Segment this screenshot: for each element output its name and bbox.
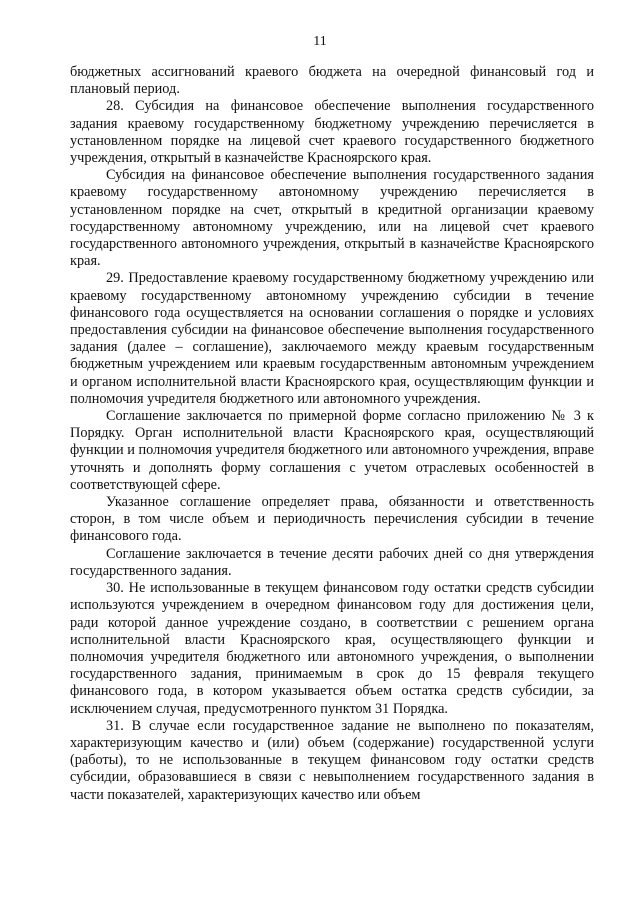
paragraph-30: 30. Не использованные в текущем финансовом году остатки средств субсидии используются учреждением в очередном финансовом году для достижения цели, ради которой данное учреждение создано, в соответствии с решением органа исполнительной власти Красноярского края, осуществляющего функции и полномочия учредителя бюджетного или автономного учреждения, о выполнении государственного задания, принимаемым в срок до 15 февраля текущего финансового года, в котором указывается объем остатка средств субсидии, за исключением случая, предусмотренного пунктом 31 Порядка. [70,580,594,717]
paragraph-28: 28. Субсидия на финансовое обеспечение выполнения государственного задания краевому государственному бюджетному учреждению перечисляется в установленном порядке на лицевой счет краевого государственного бюджетного учреждения, открытый в казначействе Красноярского края. [70,98,594,167]
page-number: 11 [313,34,327,49]
paragraph-28-autonomous: Субсидия на финансовое обеспечение выполнения государственного задания краевому государственному автономному учреждению перечисляется в установленном порядке на счет, открытый в кредитной организации краевому государственному автономному учреждению, или на лицевой счет краевого государственного автономного учреждения, открытый в казначействе Красноярского края. [70,167,594,270]
paragraph-29-agreement-form: Соглашение заключается по примерной форме согласно приложению № 3 к Порядку. Орган исполнительной власти Красноярского края, осуществляющий функции и полномочия учредителя бюджетного или автономного учреждения, вправе уточнять и дополнять форму соглашения с учетом отраслевых особенностей в соответствующей сфере. [70,408,594,493]
paragraph-29-agreement-deadline: Соглашение заключается в течение десяти рабочих дней со дня утверждения государственного задания. [70,545,594,579]
paragraph-continuation: бюджетных ассигнований краевого бюджета на очередной финансовый год и плановый период. [70,64,594,98]
document-body [70,64,594,804]
paragraph-29-agreement-terms: Указанное соглашение определяет права, обязанности и ответственность сторон, в том числе объем и периодичность перечисления субсидии в течение финансового года. [70,494,594,545]
paragraph-29: 29. Предоставление краевому государственному бюджетному учреждению или краевому государственному автономному учреждению субсидии в течение финансового года осуществляется на основании соглашения о порядке и условиях предоставления субсидии на финансовое обеспечение выполнения государственного задания (далее – соглашение), заключаемого между краевым государственным бюджетным учреждением или краевым государственным автономным учреждением и органом исполнительной власти Красноярского края, осуществляющим функции и полномочия учредителя бюджетного или автономного учреждения. [70,270,594,407]
paragraph-31: 31. В случае если государственное задание не выполнено по показателям, характеризующим качество и (или) объем (содержание) государственной услуги (работы), то не использованные в текущем финансовом году остатки средств субсидии, образовавшиеся в связи с невыполнением государственного задания в части показателей, характеризующих качество или объем [70,717,594,803]
